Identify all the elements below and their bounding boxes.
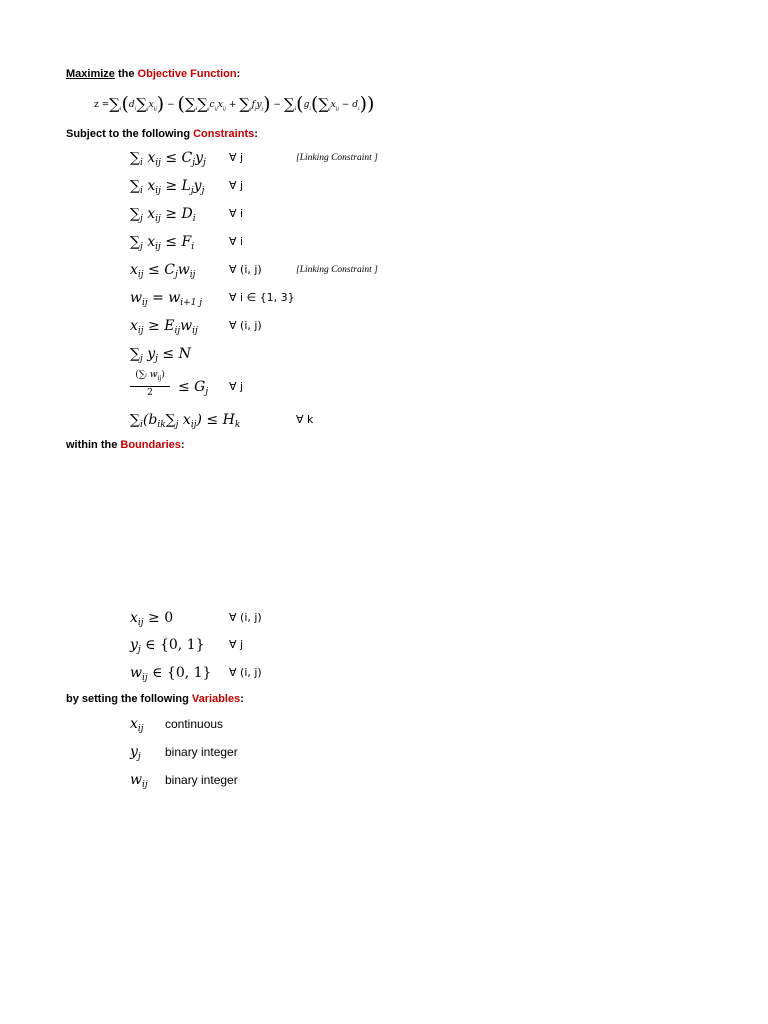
- variable-3-type: binary integer: [165, 773, 238, 787]
- objective-formula: $z =\sum_i(d_i\sum_jx_{ij}) - (\sum_i\sum_jc_{ij}x_{ij} + \sum_jf_jy_j) - \sum_i(g_i(\sum_jx_{ij} - d_i))$: [94, 93, 375, 115]
- constraint-9-quantifier: ∀ j: [229, 380, 244, 393]
- variables-keyword: Variables: [191, 693, 241, 705]
- constraints-keyword: Constraints: [193, 128, 255, 140]
- variable-3-symbol: $w_{ij}$: [130, 772, 148, 790]
- variable-2-type: binary integer: [165, 745, 238, 759]
- the-word: the: [114, 68, 138, 80]
- variable-2-symbol: $y_j$: [130, 744, 141, 762]
- constraint-7-formula: $x_{ij} \ge E_{ij}w_{ij}$: [130, 318, 198, 336]
- constraint-7-quantifier: ∀ (i, j): [229, 319, 262, 332]
- constraint-1-note: [Linking Constraint ]: [296, 153, 378, 163]
- constraint-4-quantifier: ∀ i: [229, 235, 244, 248]
- boundaries-heading: within the Boundaries:: [66, 439, 185, 451]
- boundary-2-formula: $y_j$ ∈ {0, 1}: [130, 637, 205, 655]
- constraint-5-quantifier: ∀ (i, j): [229, 263, 262, 276]
- boundary-1-quantifier: ∀ (i, j): [229, 611, 262, 624]
- constraint-3-formula: $\sum_j$ $x_{ij} \ge D_i$: [130, 206, 196, 224]
- boundary-1-formula: $x_{ij} \ge 0$: [130, 610, 174, 628]
- constraint-9-formula: ≤ $G_j$: [178, 379, 209, 397]
- constraints-heading: Subject to the following Constraints:: [66, 128, 258, 140]
- constraint-1-formula: $\sum_i$ $x_{ij} \le C_jy_j$: [130, 150, 206, 168]
- constraint-10-quantifier: ∀ k: [296, 413, 314, 426]
- constraint-2-quantifier: ∀ j: [229, 179, 244, 192]
- constraint-9-fraction: (∑ᵢ $w_{ij}$) 2: [130, 369, 170, 399]
- boundary-2-quantifier: ∀ j: [229, 638, 244, 651]
- boundary-3-quantifier: ∀ (i, j): [229, 666, 262, 679]
- constraint-6-quantifier: ∀ i ∈ {1, 3}: [229, 291, 295, 304]
- boundaries-keyword: Boundaries: [120, 439, 181, 451]
- maximize-word: Maximize: [66, 68, 115, 80]
- boundary-3-formula: $w_{ij}$ ∈ {0, 1}: [130, 665, 212, 683]
- objective-heading: Maximize the Objective Function:: [66, 68, 241, 80]
- constraint-10-formula: $\sum_i(b_{ik}\sum_j$ $x_{ij}) \le H_k$: [130, 412, 241, 430]
- variables-heading: by setting the following Variables:: [66, 693, 244, 705]
- constraint-3-quantifier: ∀ i: [229, 207, 244, 220]
- variable-1-symbol: $x_{ij}$: [130, 716, 144, 734]
- objective-function-keyword: Objective Function: [137, 68, 237, 80]
- constraint-6-formula: $w_{ij} = w_{i+1 j}$: [130, 290, 203, 308]
- constraint-1-quantifier: ∀ j: [229, 151, 244, 164]
- constraint-5-formula: $x_{ij} \le C_jw_{ij}$: [130, 262, 196, 280]
- constraint-4-formula: $\sum_j$ $x_{ij} \le F_i$: [130, 234, 195, 252]
- constraint-5-note: [Linking Constraint ]: [296, 265, 378, 275]
- constraint-8-formula: $\sum_j$ $y_j \le N$: [130, 346, 191, 364]
- variable-1-type: continuous: [165, 717, 224, 731]
- constraint-2-formula: $\sum_i$ $x_{ij} \ge L_jy_j$: [130, 178, 205, 196]
